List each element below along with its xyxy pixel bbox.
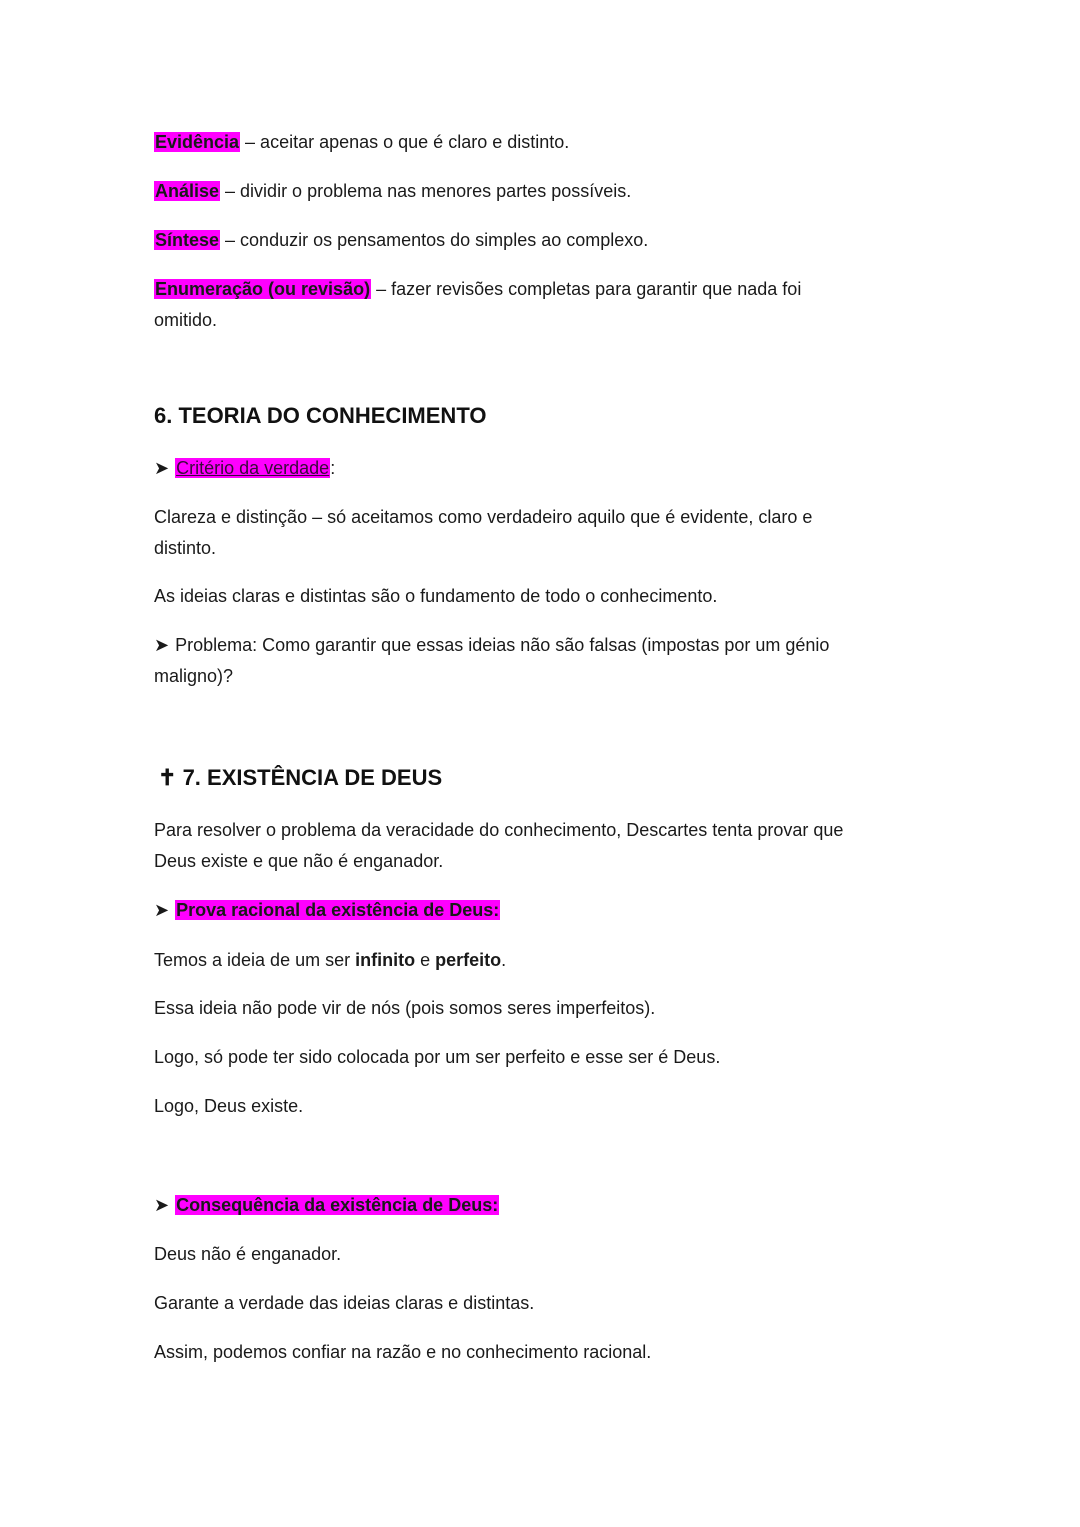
proof-label: Prova racional da existência de Deus: [176,900,500,920]
term-highlight: Síntese [155,230,220,250]
text-line: maligno)? [154,666,234,686]
section-7-heading [158,763,442,793]
text-line: Clareza e distinção – só aceitamos como verdadeiro aquilo que é evidente, claro e [154,507,813,527]
proof-step-2: Essa ideia não pode vir de nós (pois somos seres imperfeitos). [154,998,656,1018]
proof-label-line [154,895,954,926]
clarity-paragraph [154,502,954,564]
consequence-label-line [154,1190,954,1221]
rule-desc: – aceitar apenas o que é claro e distinto. [240,132,570,152]
criterion-label: Critério da verdade [176,458,330,478]
cross-icon: ✝ [158,765,177,790]
rule-desc-cont: omitido. [154,310,218,330]
proof-step-1 [154,945,954,976]
consequence-label: Consequência da existência de Deus: [176,1195,499,1215]
rule-desc: – conduzir os pensamentos do simples ao complexo. [220,230,649,250]
term-highlight: Evidência [155,132,240,152]
text-line: distinto. [154,538,217,558]
intro-paragraph [154,815,954,877]
bold-infinito: infinito [355,950,416,970]
rule-enumeracao [154,274,954,336]
problem-paragraph [154,630,954,692]
arrow-bullet-icon: ➤ [154,900,170,920]
text: . [501,950,507,970]
term-highlight: Análise [155,181,220,201]
rule-analise [154,176,954,207]
arrow-bullet-icon: ➤ [154,635,170,655]
rule-sintese [154,225,954,256]
consequence-3: Assim, podemos confiar na razão e no conhecimento racional. [154,1342,652,1362]
term-highlight: Enumeração (ou revisão) [155,279,371,299]
criterion-line [154,453,954,484]
proof-step-3: Logo, só pode ter sido colocada por um ser perfeito e esse ser é Deus. [154,1047,721,1067]
proof-step-4: Logo, Deus existe. [154,1096,304,1116]
text: Temos a ideia de um ser [154,950,356,970]
colon: : [330,458,336,478]
rule-evidencia [154,127,954,158]
consequence-2: Garante a verdade das ideias claras e distintas. [154,1293,535,1313]
rule-desc: – dividir o problema nas menores partes possíveis. [220,181,632,201]
consequence-1: Deus não é enganador. [154,1244,342,1264]
bold-perfeito: perfeito [435,950,502,970]
arrow-bullet-icon: ➤ [154,1195,170,1215]
foundation-paragraph: As ideias claras e distintas são o fundamento de todo o conhecimento. [154,586,718,606]
text-line: Problema: Como garantir que essas ideias não são falsas (impostas por um génio [175,635,830,655]
heading-text: 7. EXISTÊNCIA DE DEUS [182,765,443,790]
section-6-heading: 6. TEORIA DO CONHECIMENTO [154,403,487,428]
rule-desc: – fazer revisões completas para garantir que nada foi [371,279,802,299]
text: e [415,950,436,970]
text-line: Para resolver o problema da veracidade do conhecimento, Descartes tenta provar que [154,820,844,840]
text-line: Deus existe e que não é enganador. [154,851,444,871]
arrow-bullet-icon: ➤ [154,458,170,478]
